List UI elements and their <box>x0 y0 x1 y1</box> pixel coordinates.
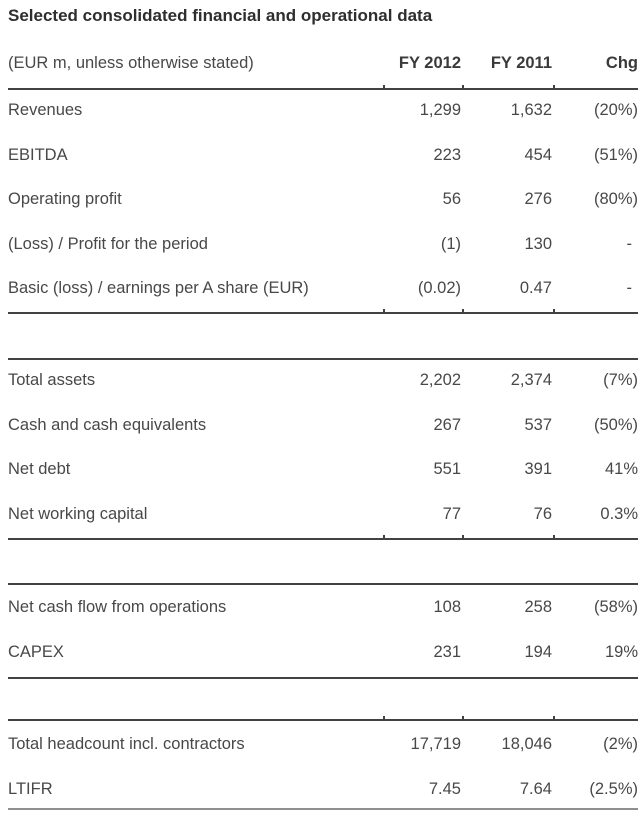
cell-fy2012: 223 <box>433 145 461 164</box>
cell-fy2011: 454 <box>524 145 552 164</box>
cell-chg: (20%) <box>593 101 638 119</box>
row-label: Net debt <box>8 460 71 478</box>
section-divider <box>8 538 638 540</box>
cell-fy2012: 56 <box>442 190 461 208</box>
column-header-fy2012: FY 2012 <box>398 54 461 72</box>
table-row <box>8 642 638 662</box>
table-row <box>8 459 638 479</box>
row-label: CAPEX <box>8 642 64 661</box>
section-divider <box>8 358 638 360</box>
cell-fy2011: 194 <box>524 642 552 661</box>
cell-chg: (51%) <box>593 145 638 164</box>
cell-fy2012: (1) <box>440 234 461 253</box>
table-header-row <box>8 53 638 73</box>
row-label: EBITDA <box>8 145 68 164</box>
row-label: (Loss) / Profit for the period <box>8 234 208 253</box>
cell-fy2011: 130 <box>524 234 552 253</box>
column-tick <box>553 309 555 312</box>
row-label: Cash and cash equivalents <box>8 415 207 434</box>
row-label: Total headcount incl. contractors <box>8 735 245 753</box>
cell-fy2011: 537 <box>524 415 552 434</box>
bottom-divider <box>8 808 638 810</box>
cell-chg: (80%) <box>593 190 638 208</box>
cell-chg: 41% <box>604 460 638 478</box>
table-row <box>8 504 638 524</box>
column-tick <box>383 535 385 538</box>
cell-fy2011: 7.64 <box>519 779 552 798</box>
table-row <box>8 145 638 165</box>
cell-chg: (2.5%) <box>589 779 638 798</box>
cell-fy2011: 76 <box>533 504 552 523</box>
column-tick <box>462 535 464 538</box>
row-label: Net cash flow from operations <box>8 598 227 616</box>
column-tick <box>553 85 555 88</box>
table-row <box>8 734 638 754</box>
column-header-chg: Chg <box>605 54 638 72</box>
cell-chg: (2%) <box>603 735 638 753</box>
cell-fy2011: 0.47 <box>519 279 552 297</box>
table-row <box>8 415 638 435</box>
cell-fy2011: 2,374 <box>510 371 552 389</box>
cell-chg: (7%) <box>603 371 638 389</box>
cell-fy2012: 77 <box>442 504 461 523</box>
cell-fy2012: 17,719 <box>410 735 461 753</box>
cell-fy2012: 551 <box>433 460 461 478</box>
financial-data-page <box>0 5 640 810</box>
cell-chg: 0.3% <box>600 504 638 523</box>
table-row <box>8 189 638 209</box>
table-row <box>8 100 638 120</box>
column-tick <box>383 309 385 312</box>
cell-chg: 19% <box>604 642 638 661</box>
column-tick <box>462 309 464 312</box>
cell-fy2012: 7.45 <box>428 779 461 798</box>
table-row <box>8 370 638 390</box>
column-tick <box>462 716 464 719</box>
row-label: LTIFR <box>8 779 53 798</box>
row-label: Net working capital <box>8 504 148 523</box>
table-row <box>8 597 638 617</box>
column-header-fy2011: FY 2011 <box>490 54 552 72</box>
cell-chg: - <box>626 279 632 297</box>
section-divider <box>8 583 638 585</box>
column-tick <box>383 716 385 719</box>
cell-chg: - <box>626 234 632 253</box>
column-tick <box>553 535 555 538</box>
cell-chg: (58%) <box>593 598 638 616</box>
table-row <box>8 278 638 298</box>
row-label: Operating profit <box>8 190 122 208</box>
column-tick <box>383 85 385 88</box>
row-label: Revenues <box>8 101 83 119</box>
column-tick <box>553 716 555 719</box>
unit-note: (EUR m, unless otherwise stated) <box>8 54 254 72</box>
page-title: Selected consolidated financial and operational data <box>8 6 433 25</box>
cell-fy2011: 276 <box>524 190 552 208</box>
cell-fy2011: 1,632 <box>510 101 552 119</box>
cell-fy2012: 1,299 <box>419 101 461 119</box>
table-row <box>8 779 638 799</box>
row-label: Total assets <box>8 371 96 389</box>
cell-fy2011: 258 <box>524 598 552 616</box>
cell-fy2012: 2,202 <box>419 371 461 389</box>
header-divider <box>8 88 638 90</box>
section-divider <box>8 312 638 314</box>
cell-fy2012: 108 <box>433 598 461 616</box>
cell-fy2012: 231 <box>433 642 461 661</box>
cell-fy2012: (0.02) <box>417 279 461 297</box>
table-row <box>8 234 638 254</box>
cell-fy2011: 18,046 <box>501 735 552 753</box>
section-divider <box>8 719 638 721</box>
cell-fy2011: 391 <box>524 460 552 478</box>
column-tick <box>462 85 464 88</box>
section-divider <box>8 677 638 679</box>
row-label: Basic (loss) / earnings per A share (EUR) <box>8 279 309 297</box>
cell-fy2012: 267 <box>433 415 461 434</box>
cell-chg: (50%) <box>593 415 638 434</box>
